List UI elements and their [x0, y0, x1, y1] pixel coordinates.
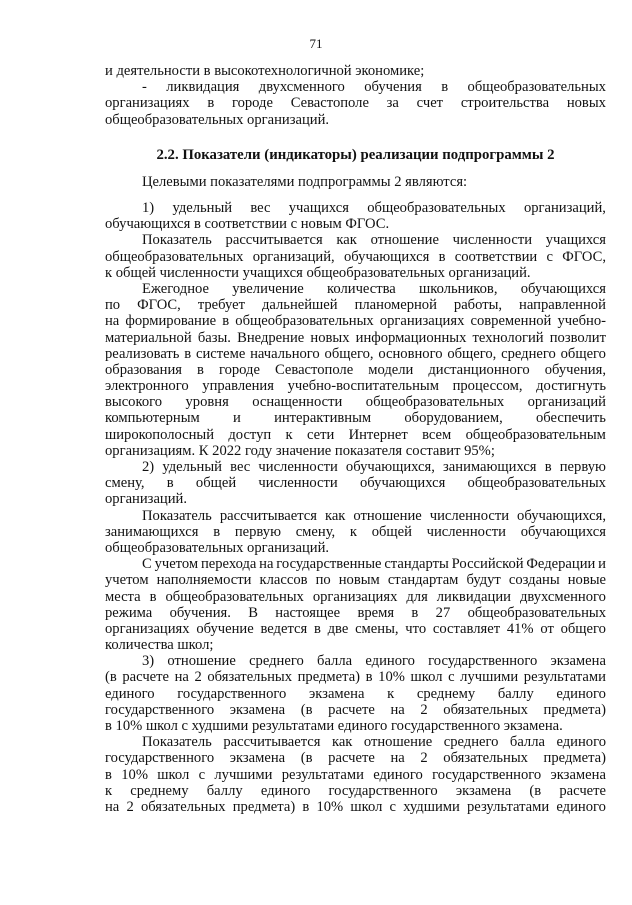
text-line: широкополосный доступ к сети Интернет всем общеобразовательным	[105, 426, 606, 443]
text-line: общеобразовательных организаций, обучающихся в соответствии с ФГОС,	[105, 248, 606, 265]
text-line: на 2 обязательных предмета) в 10% школ с худшими результатами единого	[105, 798, 606, 815]
indicators-text-block	[105, 200, 606, 815]
text-line: Показатель рассчитывается как отношение численности обучающихся,	[142, 507, 606, 524]
text-line: - ликвидация двухсменного обучения в общеобразовательных	[142, 79, 606, 96]
text-line: организациях обучение ведется в две смены, что составляет 41% от общего	[105, 620, 606, 637]
text-line: и деятельности в высокотехнологичной экономике;	[105, 63, 425, 79]
text-line: общеобразовательных организаций.	[105, 111, 330, 128]
text-line: занимающихся в первую смену, к общей численности обучающихся	[105, 523, 606, 540]
text-line: материальной базы. Внедрение новых информационных технологий позволит	[105, 329, 606, 346]
text-line: государственного экзамена (в расчете на 2 обязательных предмета)	[105, 701, 606, 718]
text-line: 3) отношение среднего балла единого государственного экзамена	[142, 653, 606, 670]
text-line: 1) удельный вес учащихся общеобразовательных организаций,	[142, 200, 606, 216]
text-line: в 10% школ с худшими результатами единого государственного экзамена.	[105, 718, 563, 734]
text-line: Показатель рассчитывается как отношение среднего балла единого	[142, 734, 606, 751]
text-line: общеобразовательных организаций.	[105, 539, 330, 556]
text-line: режима обучения. В настоящее время в 27 общеобразовательных	[105, 604, 606, 621]
text-line: 2) удельный вес численности обучающихся, занимающихся в первую	[142, 459, 606, 475]
text-line: С учетом перехода на государственные стандарты Российской Федерации и	[142, 556, 606, 573]
targets-intro-paragraph	[105, 174, 606, 190]
text-line: (в расчете на 2 обязательных предмета) в 10% школ с лучшими результатами	[105, 669, 606, 686]
text-line: компьютерным и интерактивным оборудованием, обеспечить	[105, 410, 606, 427]
text-line: к общей численности учащихся общеобразовательных организаций.	[105, 264, 531, 281]
text-line: учетом наполняемости классов по новым стандартам будут созданы новые	[105, 572, 606, 589]
text-line: по ФГОС, требует дальнейшей планомерной работы, направленной	[105, 297, 606, 314]
text-line: образования в городе Севастополе модели дистанционного обучения,	[105, 361, 606, 378]
text-line: электронного управления учебно-воспитательным процессом, достигнуть	[105, 378, 606, 395]
text-line: организаций.	[105, 491, 187, 508]
text-line: организациях в городе Севастополе за счет строительства новых	[105, 95, 606, 112]
text-line: единого государственного экзамена к среднему баллу единого	[105, 685, 606, 702]
text-line: высокого уровня оснащенности общеобразовательных организаций	[105, 394, 606, 411]
text-line: к среднему баллу единого государственного экзамена (в расчете	[105, 782, 606, 799]
page-number: 71	[309, 36, 323, 51]
text-line: Ежегодное увеличение количества школьников, обучающихся	[142, 280, 606, 297]
text-line: обучающихся в соответствии с новым ФГОС.	[105, 216, 390, 233]
text-line: места в общеобразовательных организациях для ликвидации двухсменного	[105, 588, 606, 605]
text-line: реализовать в системе начального общего, основного общего, среднего общего	[105, 345, 606, 362]
text-line: организациям. К 2022 году значение показателя составит 95%;	[105, 442, 495, 459]
text-line: Показатель рассчитывается как отношение численности учащихся	[142, 232, 606, 249]
text-line: количества школ;	[105, 637, 214, 654]
text-line: Целевыми показателями подпрограммы 2 являются:	[142, 174, 468, 190]
text-line: на формирование в общеобразовательных организациях современной учебно-	[105, 313, 606, 330]
text-line: государственного экзамена (в расчете на 2 обязательных предмета)	[105, 750, 606, 767]
intro-text-block	[105, 63, 606, 128]
text-line: в 10% школ с лучшими результатами единого государственного экзамена	[105, 766, 606, 783]
section-heading: 2.2. Показатели (индикаторы) реализации подпрограммы 2	[156, 147, 555, 163]
text-line: смену, в общей численности обучающихся общеобразовательных	[105, 475, 606, 492]
